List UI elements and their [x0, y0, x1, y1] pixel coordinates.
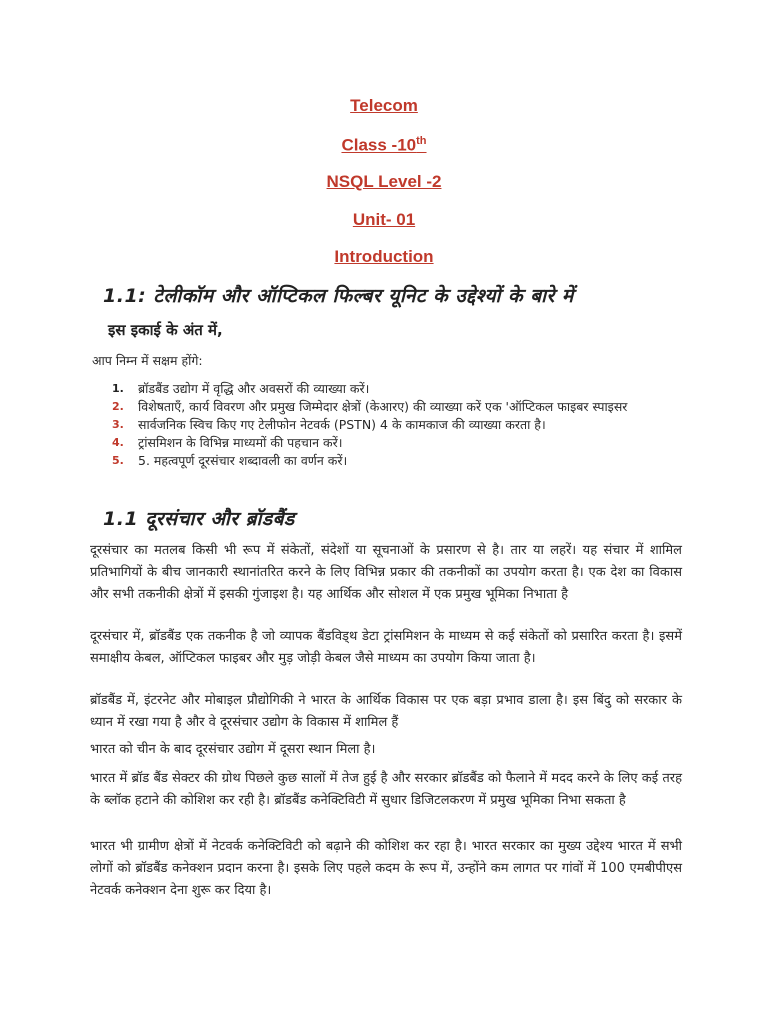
list-item-number: 2. [112, 400, 124, 413]
list-item-number: 1. [112, 382, 124, 395]
paragraph: ब्रॉडबैंड में, इंटरनेट और मोबाइल प्रौद्योगिकी ने भारत के आर्थिक विकास पर एक बड़ा प्रभाव डाला है। इस बिंदु को सरकार के ध्यान में रखा गया है और वे दूरसंचार उद्योग के विकास में शामिल हैं [90, 693, 682, 730]
list-item-number: 5. [112, 454, 124, 467]
title-level: NSQL Level -2 [326, 172, 442, 191]
section1-heading: 1.1: टेलीकॉम और ऑप्टिकल फिल्बर यूनिट के उद्देश्यों के बारे में [103, 285, 574, 307]
section1-lead: आप निम्न में सक्षम होंगे: [92, 353, 203, 368]
objectives-list [112, 380, 692, 470]
list-item-text: सार्वजनिक स्विच किए गए टेलीफोन नेटवर्क (PSTN) 4 के कामकाज की व्याख्या करता है। [138, 417, 546, 432]
list-item [112, 398, 692, 416]
paragraph: दूरसंचार का मतलब किसी भी रूप में संकेतों, संदेशों या सूचनाओं के प्रसारण से है। तार या लहरें। यह संचार में शामिल प्रतिभागियों के बीच जानकारी स्थानांतरित करने के लिए विभिन्न प्रकार की तकनीकों का उपयोग करता है। एक देश का विकास और सभी तकनीकी क्षेत्रों में इसकी गुंजाइश है। यह आर्थिक और सोशल में एक प्रमुख भूमिका निभाता है [90, 543, 682, 602]
title-class [0, 135, 768, 156]
paragraph: भारत भी ग्रामीण क्षेत्रों में नेटवर्क कनेक्टिविटी को बढ़ाने की कोशिश कर रहा है। भारत सरकार का मुख्य उद्देश्य भारत में सभी लोगों को ब्रॉडबैंड कनेक्शन प्रदान करना है। इसके लिए पहले कदम के रूप में, उन्होंने कम लागत पर गांवों में 100 एमबीपीएस नेटवर्क कनेक्शन देना शुरू कर दिया है। [90, 839, 682, 898]
section1-subheading: इस इकाई के अंत में, [108, 321, 223, 339]
list-item [112, 452, 692, 470]
title-unit: Unit- 01 [352, 210, 416, 229]
list-item [112, 434, 692, 452]
title-introduction: Introduction [334, 247, 434, 266]
title-class-sup: th [416, 135, 427, 147]
list-item-text: ट्रांसमिशन के विभिन्न माध्यमों की पहचान करें। [138, 435, 343, 450]
list-item-number: 4. [112, 436, 124, 449]
title-class-text: Class -10 [341, 135, 417, 155]
paragraph: दूरसंचार में, ब्रॉडबैंड एक तकनीक है जो व्यापक बैंडविड्थ डेटा ट्रांसमिशन के माध्यम से कई संकेतों को प्रसारित करता है। इसमें समाक्षीय केबल, ऑप्टिकल फाइबर और मुड़ जोड़ी केबल जैसे माध्यम का उपयोग किया जाता है। [90, 629, 682, 666]
list-item-text: ब्रॉडबैंड उद्योग में वृद्धि और अवसरों की व्याख्या करें। [138, 381, 370, 396]
title-telecom: Telecom [350, 96, 418, 115]
list-item-number: 3. [112, 418, 124, 431]
list-item [112, 380, 692, 398]
paragraph: भारत को चीन के बाद दूरसंचार उद्योग में दूसरा स्थान मिला है। [90, 742, 376, 757]
paragraph: भारत में ब्रॉड बैंड सेक्टर की ग्रोथ पिछले कुछ सालों में तेज हुई है और सरकार ब्रॉडबैंड को फैलाने में मदद करने के लिए कई तरह के ब्लॉक हटाने की कोशिश कर रही है। ब्रॉडबैंड कनेक्टिविटी में सुधार डिजिटलकरण में प्रमुख भूमिका निभा सकता है [90, 771, 682, 808]
list-item-text: विशेषताएँ, कार्य विवरण और प्रमुख जिम्मेदार क्षेत्रों (केआरए) की व्याख्या करें एक 'ऑप्टिकल फाइबर स्पाइसर [138, 399, 628, 414]
list-item-text: 5. महत्वपूर्ण दूरसंचार शब्दावली का वर्णन करें। [138, 453, 348, 468]
section2-heading: 1.1 दूरसंचार और ब्रॉडबैंड [103, 508, 295, 530]
list-item [112, 416, 692, 434]
